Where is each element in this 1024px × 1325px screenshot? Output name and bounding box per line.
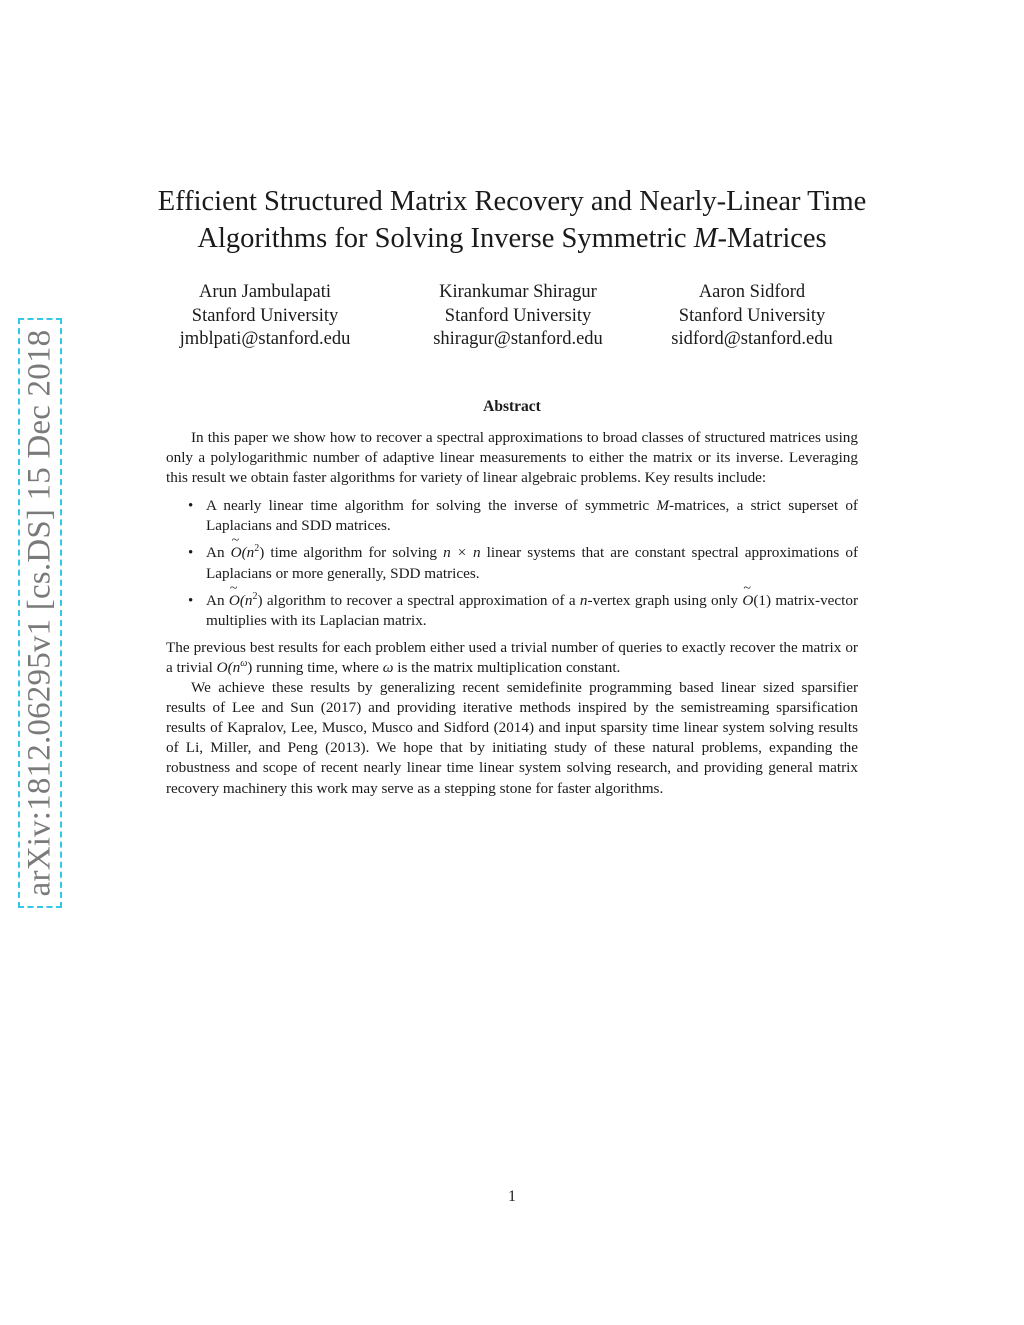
author-affiliation: Stanford University — [678, 305, 826, 326]
author-2 — [398, 281, 638, 352]
bullet-icon: • — [188, 545, 194, 562]
soft-o-symbol: ~ O — [229, 591, 240, 611]
abstract-heading: Abstract — [483, 398, 541, 415]
abstract-paragraph-3: We achieve these results by generalizing recent semidefinite programming based linear sized sparsifier results of Lee and Sun (2017) and providing iterative methods inspired by the semistreaming sparsification results of Kapralov, Lee, Musco, Musco and Sidford (2014) and input sparsity time linear system solving results of Li, Miller, and Peng (2013). We hope that by initiating study of these natural problems, expanding the robustness and scope of recent nearly linear time linear system solving research, and providing general matrix recovery machinery this work may serve as a stepping stone for faster algorithms. — [166, 679, 858, 797]
author-email: sidford@stanford.edu — [671, 329, 833, 349]
title-line-2: Algorithms for Solving Inverse Symmetric M-Matrices — [197, 223, 827, 254]
author-name: Arun Jambulapati — [198, 282, 332, 302]
title-line-1: Efficient Structured Matrix Recovery and Nearly-Linear Time — [157, 186, 867, 217]
abstract-body — [166, 428, 858, 799]
author-name: Kirankumar Shiragur — [439, 282, 597, 302]
author-email: jmblpati@stanford.edu — [179, 329, 351, 349]
title-math-m: M — [693, 223, 718, 254]
author-email: shiragur@stanford.edu — [433, 329, 603, 349]
soft-o-symbol: ~ O — [231, 543, 242, 563]
author-1 — [150, 281, 380, 352]
author-3 — [646, 281, 858, 352]
arxiv-identifier[interactable]: arXiv:1812.06295v1 [cs.DS] 15 Dec 2018 — [21, 329, 58, 897]
paper-title — [100, 183, 924, 257]
author-affiliation: Stanford University — [191, 305, 339, 326]
bullet-icon: • — [188, 498, 194, 515]
bullet-icon: • — [188, 592, 194, 609]
list-item: • An ~ $O(n^2)$ time algorithm for solving n × n linear systems that are constant spectral approximations of Laplacians or more generally, SDD matrices. — [166, 543, 858, 583]
page-number: 1 — [508, 1188, 516, 1205]
author-block — [160, 281, 864, 361]
key-results-list — [166, 496, 858, 631]
soft-o-symbol: ~ O — [742, 591, 753, 611]
list-item: • An ~ $O(n^2)$ algorithm to recover a spectral approximation of a n-vertex graph using only ~ O(1) matrix-vector multiplies with its Laplacian matrix. — [166, 591, 858, 631]
author-name: Aaron Sidford — [698, 282, 806, 302]
author-affiliation: Stanford University — [444, 305, 592, 326]
abstract-intro: In this paper we show how to recover a spectral approximations to broad classes of structured matrices using only a polylogarithmic number of adaptive linear measurements to either the matrix or its inverse. Leveraging this result we obtain faster algorithms for variety of linear algebraic problems. Key results include: — [166, 429, 858, 487]
abstract-paragraph-2: The previous best results for each problem either used a trivial number of queries to exactly recover the matrix or a trivial $O(n^\omega)$ running time, where ω is the matrix multiplication constant. — [166, 638, 858, 676]
list-item: • A nearly linear time algorithm for solving the inverse of symmetric M-matrices, a strict superset of Laplacians and SDD matrices. — [188, 497, 858, 535]
